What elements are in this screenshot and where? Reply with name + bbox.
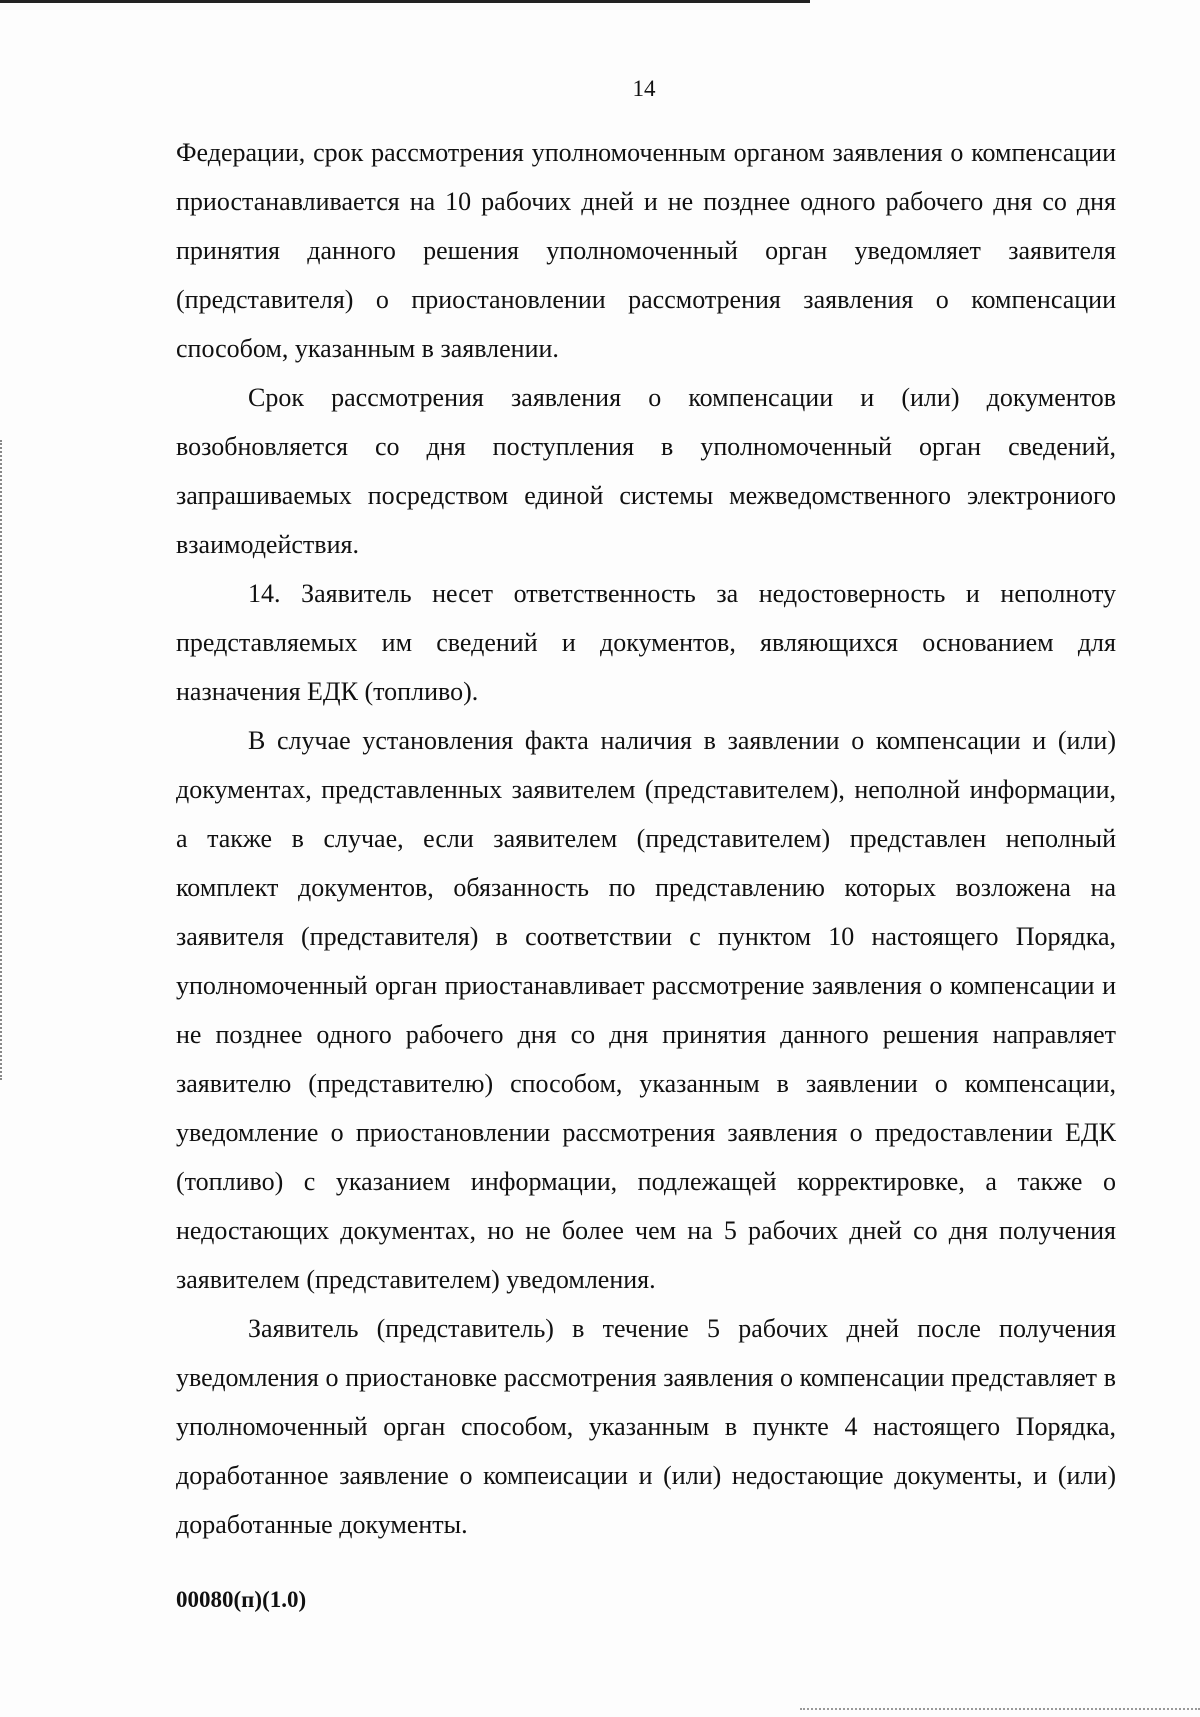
page-number: 14 <box>632 76 656 101</box>
paragraph-item-14: 14. Заявитель несет ответственность за недостоверность и неполноту представляемых им сведений и документов, являющихся основанием для назначения ЕДК (топливо). <box>176 579 1116 706</box>
paragraph-continuation: Федерации, срок рассмотрения уполномоченным органом заявления о компенсации приостанавливается на 10 рабочих дней и не позднее одного рабочего дня со дня принятия данного решения уполномоченный орган уведомляет заявителя (представителя) о приостановлении рассмотрения заявления о компенсации способом, указанным в заявлении. <box>176 138 1116 363</box>
document-code: 00080(п)(1.0) <box>176 1587 307 1612</box>
scan-top-edge <box>0 0 810 3</box>
scan-left-edge-marks <box>0 440 5 1080</box>
paragraph-resumption-term: Срок рассмотрения заявления о компенсации и (или) документов возобновляется со дня поступления в уполномоченный орган сведений, запрашиваемых посредством единой системы межведомственного электрониого взаимодействия. <box>176 383 1116 559</box>
document-body <box>176 128 1116 1549</box>
paragraph-applicant-submission: Заявитель (представитель) в течение 5 рабочих дней после получения уведомления о приостановке рассмотрения заявления о компенсации представляет в уполномоченный орган способом, указанным в пункте 4 настоящего Порядка, доработанное заявление о компеисации и (или) недостающие документы, и (или) доработанные документы. <box>176 1314 1116 1539</box>
scan-bottom-edge-marks <box>800 1708 1200 1712</box>
paragraph-incomplete-information: В случае установления факта наличия в заявлении о компенсации и (или) документах, представленных заявителем (представителем), неполной информации, а также в случае, если заявителем (представителем) представлен неполный комплект документов, обязанность по представлению которых возложена на заявителя (представителя) в соответствии с пунктом 10 настоящего Порядка, уполномоченный орган приостанавливает рассмотрение заявления о компенсации и не позднее одного рабочего дня со дня принятия данного решения направляет заявителю (представителю) способом, указанным в заявлении о компенсации, уведомление о приостановлении рассмотрения заявления о предоставлении ЕДК (топливо) с указанием информации, подлежащей корректировке, а также о недостающих документах, но не более чем на 5 рабочих дней со дня получения заявителем (представителем) уведомления. <box>176 726 1116 1294</box>
